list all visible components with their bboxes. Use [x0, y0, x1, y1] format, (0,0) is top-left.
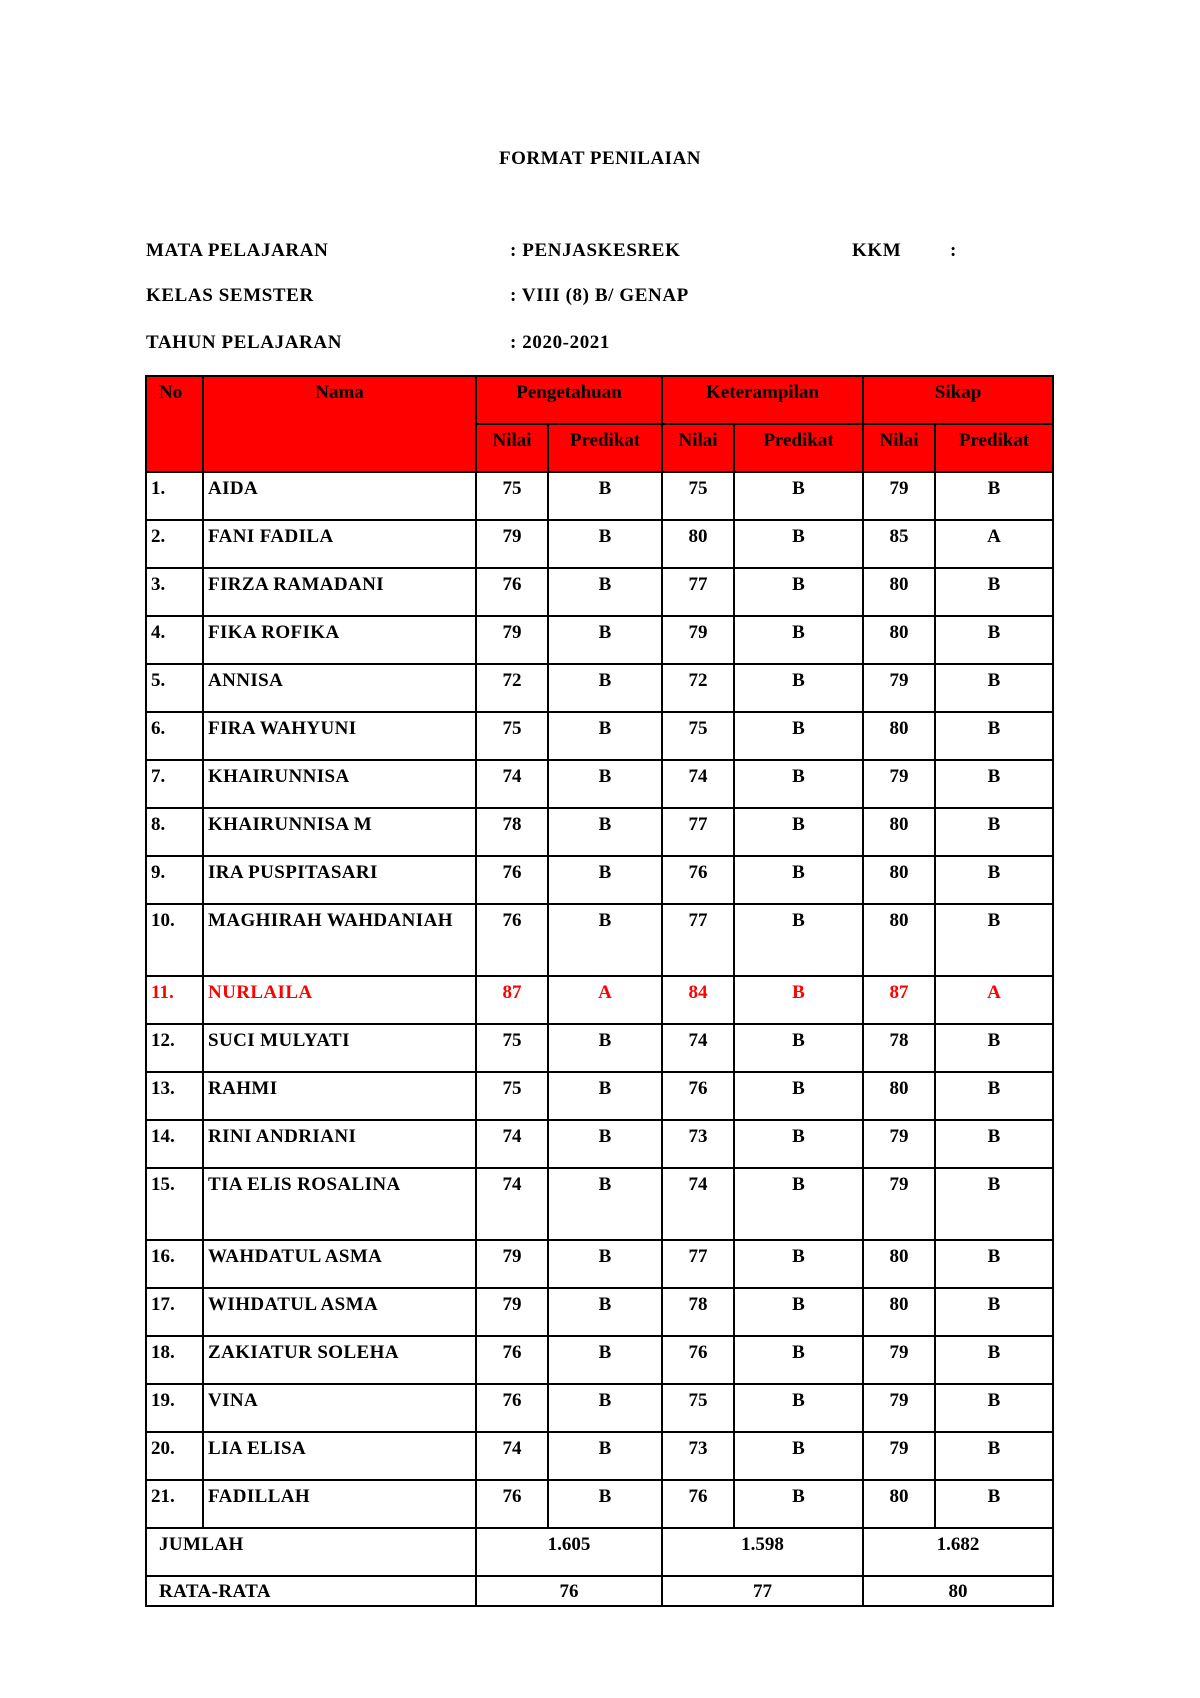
row-no: 15.	[146, 1168, 203, 1240]
sikap-predikat: B	[935, 472, 1053, 520]
table-row	[146, 808, 1053, 856]
keterampilan-nilai: 76	[662, 1072, 734, 1120]
header-nama: Nama	[203, 376, 476, 472]
sikap-nilai: 79	[863, 472, 935, 520]
sikap-predikat: B	[935, 1432, 1053, 1480]
keterampilan-nilai: 76	[662, 1480, 734, 1528]
row-no: 8.	[146, 808, 203, 856]
kkm-label: KKM	[852, 240, 902, 261]
pengetahuan-predikat: B	[548, 904, 662, 976]
pengetahuan-predikat: B	[548, 1168, 662, 1240]
student-name: LIA ELISA	[203, 1432, 476, 1480]
table-row	[146, 568, 1053, 616]
row-no: 11.	[146, 976, 203, 1024]
sikap-nilai: 79	[863, 1168, 935, 1240]
sikap-predikat: B	[935, 1480, 1053, 1528]
rata-rata-pengetahuan: 76	[476, 1576, 662, 1606]
sikap-predikat: B	[935, 856, 1053, 904]
pengetahuan-predikat: B	[548, 712, 662, 760]
keterampilan-nilai: 74	[662, 760, 734, 808]
sikap-nilai: 87	[863, 976, 935, 1024]
table-row	[146, 1240, 1053, 1288]
rata-rata-label: RATA-RATA	[146, 1576, 476, 1606]
keterampilan-predikat: B	[734, 760, 863, 808]
keterampilan-nilai: 72	[662, 664, 734, 712]
sikap-predikat: B	[935, 1168, 1053, 1240]
keterampilan-nilai: 76	[662, 1336, 734, 1384]
student-name: KHAIRUNNISA M	[203, 808, 476, 856]
sikap-nilai: 78	[863, 1024, 935, 1072]
student-name: NURLAILA	[203, 976, 476, 1024]
sikap-nilai: 80	[863, 1288, 935, 1336]
grades-body	[146, 472, 1053, 1528]
student-name: FIRZA RAMADANI	[203, 568, 476, 616]
sikap-nilai: 79	[863, 664, 935, 712]
student-name: FANI FADILA	[203, 520, 476, 568]
sikap-predikat: B	[935, 1072, 1053, 1120]
pengetahuan-predikat: B	[548, 808, 662, 856]
keterampilan-predikat: B	[734, 1168, 863, 1240]
table-row	[146, 976, 1053, 1024]
keterampilan-predikat: B	[734, 520, 863, 568]
keterampilan-nilai: 77	[662, 808, 734, 856]
sikap-predikat: B	[935, 1384, 1053, 1432]
header-sikap-predikat: Predikat	[935, 424, 1053, 472]
student-name: RINI ANDRIANI	[203, 1120, 476, 1168]
row-no: 16.	[146, 1240, 203, 1288]
row-no: 20.	[146, 1432, 203, 1480]
student-name: FIRA WAHYUNI	[203, 712, 476, 760]
student-name: IRA PUSPITASARI	[203, 856, 476, 904]
kelas-value: : VIII (8) B/ GENAP	[510, 285, 689, 306]
pengetahuan-predikat: B	[548, 1240, 662, 1288]
table-row	[146, 1384, 1053, 1432]
tahun-label: TAHUN PELAJARAN	[146, 332, 343, 353]
keterampilan-nilai: 77	[662, 1240, 734, 1288]
keterampilan-nilai: 76	[662, 856, 734, 904]
sikap-predikat: B	[935, 1024, 1053, 1072]
keterampilan-nilai: 79	[662, 616, 734, 664]
header-sikap: Sikap	[863, 376, 1053, 424]
header-pengetahuan-nilai: Nilai	[476, 424, 548, 472]
table-row	[146, 1288, 1053, 1336]
keterampilan-nilai: 77	[662, 904, 734, 976]
pengetahuan-predikat: B	[548, 1120, 662, 1168]
header-pengetahuan-predikat: Predikat	[548, 424, 662, 472]
table-row	[146, 1432, 1053, 1480]
pengetahuan-nilai: 76	[476, 1480, 548, 1528]
pengetahuan-nilai: 75	[476, 1024, 548, 1072]
table-row	[146, 1072, 1053, 1120]
mata-pelajaran-label: MATA PELAJARAN	[146, 240, 329, 261]
sikap-predikat: A	[935, 976, 1053, 1024]
grades-table	[145, 375, 1054, 1607]
pengetahuan-nilai: 74	[476, 1432, 548, 1480]
sikap-nilai: 80	[863, 1072, 935, 1120]
student-name: WAHDATUL ASMA	[203, 1240, 476, 1288]
pengetahuan-predikat: B	[548, 1024, 662, 1072]
sikap-predikat: B	[935, 808, 1053, 856]
sikap-nilai: 80	[863, 568, 935, 616]
pengetahuan-nilai: 76	[476, 856, 548, 904]
tahun-value: : 2020-2021	[510, 332, 611, 353]
header-row-main	[146, 376, 1053, 424]
pengetahuan-predikat: B	[548, 664, 662, 712]
keterampilan-predikat: B	[734, 904, 863, 976]
pengetahuan-nilai: 79	[476, 1240, 548, 1288]
sikap-predikat: B	[935, 760, 1053, 808]
row-no: 2.	[146, 520, 203, 568]
row-no: 13.	[146, 1072, 203, 1120]
pengetahuan-nilai: 72	[476, 664, 548, 712]
pengetahuan-predikat: B	[548, 1480, 662, 1528]
student-name: SUCI MULYATI	[203, 1024, 476, 1072]
sikap-predikat: B	[935, 664, 1053, 712]
pengetahuan-nilai: 79	[476, 1288, 548, 1336]
keterampilan-nilai: 75	[662, 472, 734, 520]
sikap-predikat: B	[935, 1240, 1053, 1288]
row-no: 7.	[146, 760, 203, 808]
student-name: KHAIRUNNISA	[203, 760, 476, 808]
keterampilan-nilai: 80	[662, 520, 734, 568]
sikap-nilai: 79	[863, 1120, 935, 1168]
pengetahuan-nilai: 75	[476, 712, 548, 760]
pengetahuan-nilai: 76	[476, 1384, 548, 1432]
jumlah-keterampilan: 1.598	[662, 1528, 863, 1576]
row-no: 19.	[146, 1384, 203, 1432]
jumlah-sikap: 1.682	[863, 1528, 1053, 1576]
pengetahuan-nilai: 78	[476, 808, 548, 856]
sikap-predikat: B	[935, 1120, 1053, 1168]
sikap-nilai: 79	[863, 1432, 935, 1480]
keterampilan-nilai: 74	[662, 1024, 734, 1072]
keterampilan-predikat: B	[734, 856, 863, 904]
pengetahuan-predikat: B	[548, 616, 662, 664]
header-pengetahuan: Pengetahuan	[476, 376, 662, 424]
pengetahuan-predikat: A	[548, 976, 662, 1024]
sikap-nilai: 80	[863, 904, 935, 976]
sikap-predikat: B	[935, 1288, 1053, 1336]
row-no: 10.	[146, 904, 203, 976]
keterampilan-predikat: B	[734, 712, 863, 760]
sikap-predikat: B	[935, 616, 1053, 664]
header-keterampilan-predikat: Predikat	[734, 424, 863, 472]
student-name: ZAKIATUR SOLEHA	[203, 1336, 476, 1384]
page-title: FORMAT PENILAIAN	[498, 148, 702, 169]
pengetahuan-predikat: B	[548, 760, 662, 808]
pengetahuan-nilai: 74	[476, 1168, 548, 1240]
row-no: 21.	[146, 1480, 203, 1528]
row-no: 1.	[146, 472, 203, 520]
pengetahuan-nilai: 79	[476, 616, 548, 664]
row-no: 9.	[146, 856, 203, 904]
keterampilan-nilai: 78	[662, 1288, 734, 1336]
mata-pelajaran-value: : PENJASKESREK	[510, 240, 681, 261]
rata-rata-keterampilan: 77	[662, 1576, 863, 1606]
pengetahuan-predikat: B	[548, 472, 662, 520]
keterampilan-nilai: 73	[662, 1432, 734, 1480]
pengetahuan-nilai: 76	[476, 904, 548, 976]
sikap-nilai: 80	[863, 616, 935, 664]
jumlah-pengetahuan: 1.605	[476, 1528, 662, 1576]
keterampilan-predikat: B	[734, 1288, 863, 1336]
sikap-predikat: A	[935, 520, 1053, 568]
keterampilan-predikat: B	[734, 1432, 863, 1480]
row-no: 4.	[146, 616, 203, 664]
table-row	[146, 1480, 1053, 1528]
sikap-nilai: 79	[863, 1384, 935, 1432]
pengetahuan-nilai: 79	[476, 520, 548, 568]
pengetahuan-nilai: 75	[476, 472, 548, 520]
student-name: TIA ELIS ROSALINA	[203, 1168, 476, 1240]
keterampilan-predikat: B	[734, 1072, 863, 1120]
pengetahuan-nilai: 74	[476, 1120, 548, 1168]
sikap-predikat: B	[935, 904, 1053, 976]
table-row	[146, 472, 1053, 520]
keterampilan-predikat: B	[734, 664, 863, 712]
student-name: MAGHIRAH WAHDANIAH	[203, 904, 476, 976]
sikap-predikat: B	[935, 568, 1053, 616]
sikap-predikat: B	[935, 712, 1053, 760]
table-row	[146, 904, 1053, 976]
student-name: FADILLAH	[203, 1480, 476, 1528]
table-row	[146, 664, 1053, 712]
keterampilan-predikat: B	[734, 616, 863, 664]
keterampilan-predikat: B	[734, 976, 863, 1024]
table-row	[146, 1168, 1053, 1240]
student-name: VINA	[203, 1384, 476, 1432]
header-sikap-nilai: Nilai	[863, 424, 935, 472]
row-no: 18.	[146, 1336, 203, 1384]
student-name: FIKA ROFIKA	[203, 616, 476, 664]
header-keterampilan: Keterampilan	[662, 376, 863, 424]
jumlah-row	[146, 1528, 1053, 1576]
student-name: AIDA	[203, 472, 476, 520]
sikap-nilai: 80	[863, 856, 935, 904]
jumlah-label: JUMLAH	[146, 1528, 476, 1576]
table-row	[146, 616, 1053, 664]
table-row	[146, 520, 1053, 568]
sikap-nilai: 79	[863, 760, 935, 808]
keterampilan-predikat: B	[734, 1384, 863, 1432]
header-no: No	[146, 376, 203, 472]
sikap-nilai: 79	[863, 1336, 935, 1384]
pengetahuan-predikat: B	[548, 568, 662, 616]
table-row	[146, 712, 1053, 760]
keterampilan-predikat: B	[734, 1120, 863, 1168]
keterampilan-predikat: B	[734, 1480, 863, 1528]
row-no: 3.	[146, 568, 203, 616]
sikap-nilai: 85	[863, 520, 935, 568]
keterampilan-predikat: B	[734, 808, 863, 856]
pengetahuan-predikat: B	[548, 1072, 662, 1120]
pengetahuan-predikat: B	[548, 520, 662, 568]
student-name: ANNISA	[203, 664, 476, 712]
table-row	[146, 1120, 1053, 1168]
header-keterampilan-nilai: Nilai	[662, 424, 734, 472]
keterampilan-nilai: 77	[662, 568, 734, 616]
student-name: WIHDATUL ASMA	[203, 1288, 476, 1336]
keterampilan-nilai: 75	[662, 712, 734, 760]
row-no: 5.	[146, 664, 203, 712]
keterampilan-predikat: B	[734, 1240, 863, 1288]
table-row	[146, 760, 1053, 808]
pengetahuan-nilai: 75	[476, 1072, 548, 1120]
keterampilan-predikat: B	[734, 1024, 863, 1072]
keterampilan-nilai: 84	[662, 976, 734, 1024]
student-name: RAHMI	[203, 1072, 476, 1120]
sikap-predikat: B	[935, 1336, 1053, 1384]
pengetahuan-predikat: B	[548, 856, 662, 904]
sikap-nilai: 80	[863, 1480, 935, 1528]
kelas-label: KELAS SEMSTER	[146, 285, 314, 306]
keterampilan-nilai: 73	[662, 1120, 734, 1168]
rata-rata-sikap: 80	[863, 1576, 1053, 1606]
sikap-nilai: 80	[863, 1240, 935, 1288]
table-row	[146, 1336, 1053, 1384]
sikap-nilai: 80	[863, 808, 935, 856]
row-no: 6.	[146, 712, 203, 760]
rata-rata-row	[146, 1576, 1053, 1606]
keterampilan-nilai: 74	[662, 1168, 734, 1240]
row-no: 12.	[146, 1024, 203, 1072]
pengetahuan-predikat: B	[548, 1384, 662, 1432]
keterampilan-nilai: 75	[662, 1384, 734, 1432]
keterampilan-predikat: B	[734, 1336, 863, 1384]
row-no: 14.	[146, 1120, 203, 1168]
table-row	[146, 1024, 1053, 1072]
keterampilan-predikat: B	[734, 568, 863, 616]
row-no: 17.	[146, 1288, 203, 1336]
pengetahuan-predikat: B	[548, 1288, 662, 1336]
sikap-nilai: 80	[863, 712, 935, 760]
pengetahuan-nilai: 87	[476, 976, 548, 1024]
kkm-value: :	[950, 240, 957, 261]
pengetahuan-predikat: B	[548, 1432, 662, 1480]
pengetahuan-nilai: 76	[476, 1336, 548, 1384]
pengetahuan-nilai: 74	[476, 760, 548, 808]
pengetahuan-predikat: B	[548, 1336, 662, 1384]
pengetahuan-nilai: 76	[476, 568, 548, 616]
keterampilan-predikat: B	[734, 472, 863, 520]
table-row	[146, 856, 1053, 904]
